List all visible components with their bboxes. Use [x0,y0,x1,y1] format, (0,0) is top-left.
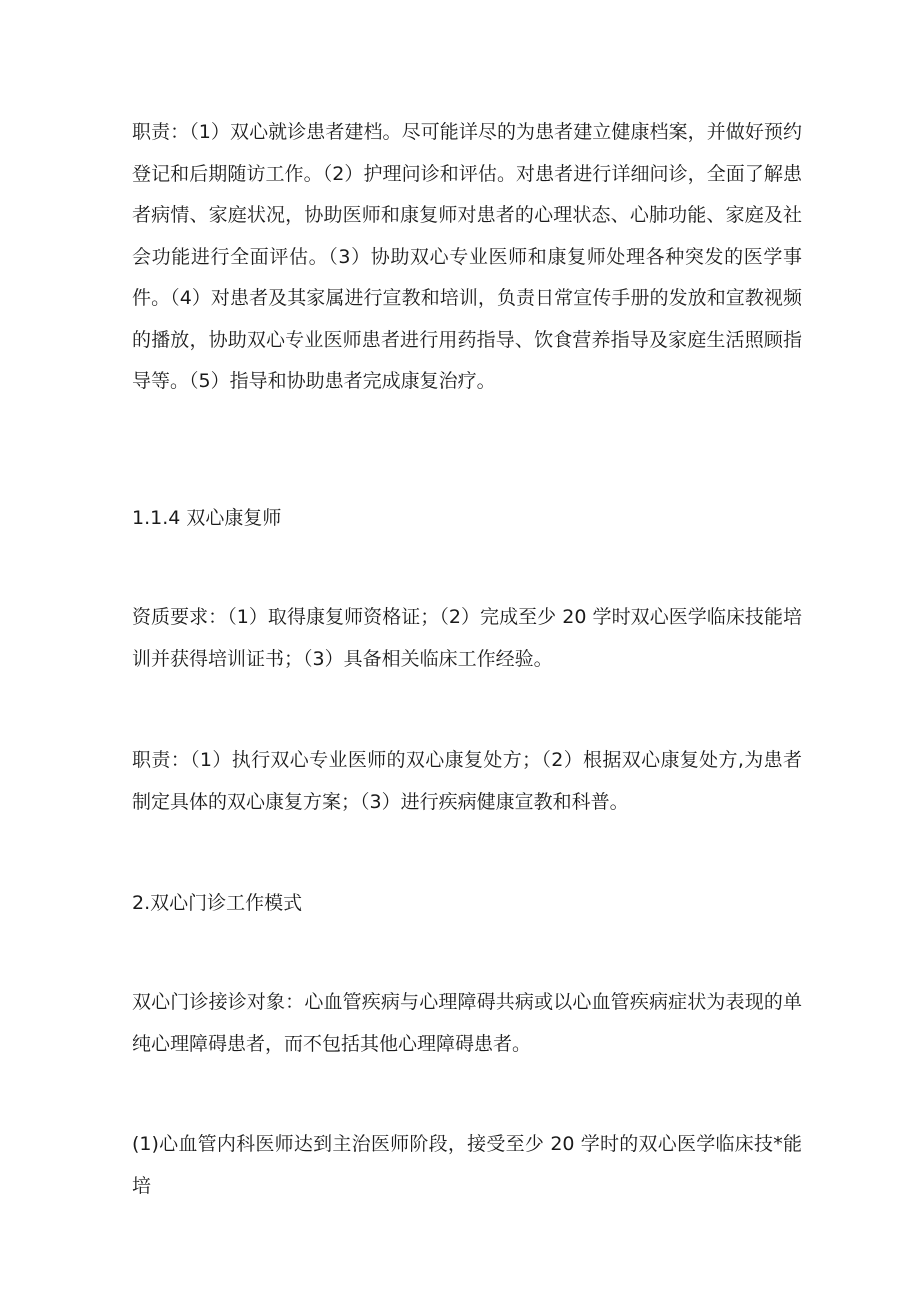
clinic-patients-paragraph: 双心门诊接诊对象：心血管疾病与心理障碍共病或以心血管疾病症状为表现的单纯心理障碍患者，而不包括其他心理障碍患者。 [132,991,802,1055]
rehab-duties-paragraph: 职责：（1）执行双心专业医师的双心康复处方；（2）根据双心康复处方,为患者制定具体的双心康复方案；（3）进行疾病健康宣教和科普。 [132,749,802,813]
section-heading-work-mode: 2.双心门诊工作模式 [132,892,303,914]
physician-requirement-paragraph: (1)心血管内科医师达到主治医师阶段，接受至少 20 学时的双心医学临床技*能培 [132,1133,802,1197]
qualification-requirements-paragraph: 资质要求：（1）取得康复师资格证；（2）完成至少 20 学时双心医学临床技能培训并获得培训证书；（3）具备相关临床工作经验。 [132,606,802,670]
section-heading-rehab-therapist: 1.1.4 双心康复师 [132,507,282,529]
nurse-duties-paragraph: 职责：（1）双心就诊患者建档。尽可能详尽的为患者建立健康档案，并做好预约登记和后期随访工作。（2）护理问诊和评估。对患者进行详细问诊，全面了解患者病情、家庭状况，协助医师和康复师对患者的心理状态、心肺功能、家庭及社会功能进行全面评估。（3）协助双心专业医师和康复师处理各种突发的医学事件。（4）对患者及其家属进行宣教和培训，负责日常宣传手册的发放和宣教视频的播放，协助双心专业医师患者进行用药指导、饮食营养指导及家庭生活照顾指导等。（5）指导和协助患者完成康复治疗。 [132,121,802,392]
